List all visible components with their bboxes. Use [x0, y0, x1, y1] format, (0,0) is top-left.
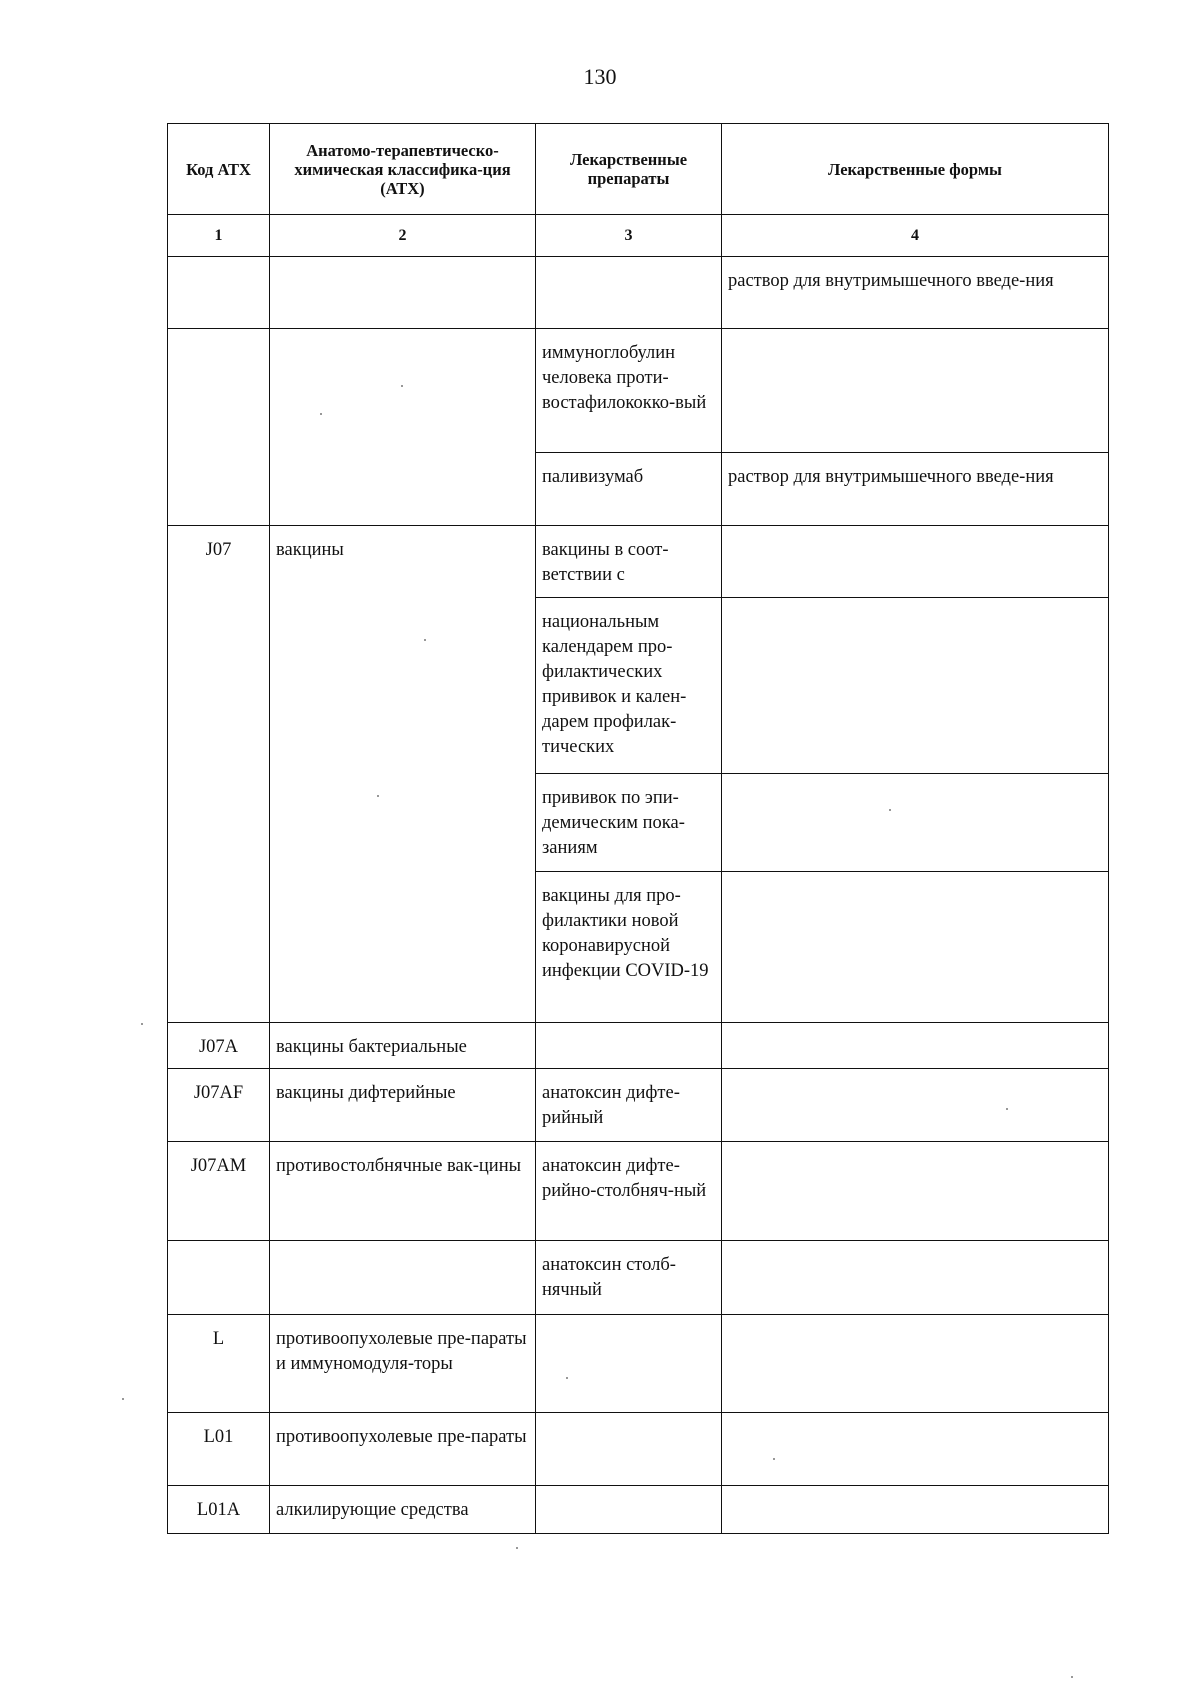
- code-cell: [168, 1241, 270, 1315]
- classification-cell: алкилирующие средства: [270, 1486, 536, 1534]
- table-row: [168, 329, 1109, 453]
- column-number: 1: [168, 215, 270, 257]
- table-row: [168, 1142, 1109, 1241]
- table-header-row: [168, 124, 1109, 215]
- drug-cell: анатоксин дифте-рийно-столбняч-ный: [536, 1142, 722, 1241]
- column-number: 2: [270, 215, 536, 257]
- drug-cell: [536, 1315, 722, 1413]
- table-row: [168, 1069, 1109, 1142]
- drug-cell: [536, 1413, 722, 1486]
- form-cell: [722, 774, 1109, 872]
- header-drugs: Лекарственные препараты: [536, 124, 722, 215]
- drug-cell: [536, 1486, 722, 1534]
- page-number: 130: [583, 64, 617, 89]
- table-row: [168, 1413, 1109, 1486]
- drug-cell: иммуноглобулин человека проти-востафилококко-вый: [536, 329, 722, 453]
- column-number: 4: [722, 215, 1109, 257]
- scan-speck: [889, 809, 891, 811]
- table-row: [168, 1023, 1109, 1069]
- drug-cell: анатоксин дифте-рийный: [536, 1069, 722, 1142]
- form-cell: [722, 598, 1109, 774]
- form-cell: [722, 329, 1109, 453]
- scan-speck: [377, 795, 379, 797]
- code-cell: [168, 329, 270, 526]
- scan-speck: [401, 385, 403, 387]
- form-cell: раствор для внутримышечного введе-ния: [722, 453, 1109, 526]
- form-cell: [722, 872, 1109, 1023]
- form-cell: [722, 1241, 1109, 1315]
- classification-cell: противоопухолевые пре-параты: [270, 1413, 536, 1486]
- classification-cell: противоопухолевые пре-параты и иммуномодуля-торы: [270, 1315, 536, 1413]
- drug-cell: [536, 257, 722, 329]
- drug-cell: [536, 1023, 722, 1069]
- table-row: [168, 1486, 1109, 1534]
- form-cell: [722, 1142, 1109, 1241]
- form-cell: [722, 526, 1109, 598]
- scan-speck: [424, 639, 426, 641]
- code-cell: J07A: [168, 1023, 270, 1069]
- classification-cell: [270, 257, 536, 329]
- scan-speck: [1071, 1676, 1073, 1678]
- classification-cell: [270, 1241, 536, 1315]
- classification-cell: вакцины: [270, 526, 536, 1023]
- code-cell: J07AM: [168, 1142, 270, 1241]
- code-cell: L: [168, 1315, 270, 1413]
- scan-speck: [773, 1458, 775, 1460]
- form-cell: [722, 1023, 1109, 1069]
- classification-cell: вакцины бактериальные: [270, 1023, 536, 1069]
- header-forms: Лекарственные формы: [722, 124, 1109, 215]
- code-cell: J07: [168, 526, 270, 1023]
- header-code: Код АТХ: [168, 124, 270, 215]
- code-cell: J07AF: [168, 1069, 270, 1142]
- form-cell: [722, 1486, 1109, 1534]
- column-number: 3: [536, 215, 722, 257]
- table-row: [168, 526, 1109, 598]
- code-cell: [168, 257, 270, 329]
- scan-speck: [122, 1398, 124, 1400]
- scan-speck: [141, 1023, 143, 1025]
- classification-cell: противостолбнячные вак-цины: [270, 1142, 536, 1241]
- scan-speck: [320, 413, 322, 415]
- scan-speck: [1006, 1108, 1008, 1110]
- form-cell: раствор для внутримышечного введе-ния: [722, 257, 1109, 329]
- atx-drug-table: [167, 123, 1109, 1534]
- drug-cell: вакцины для про-филактики новой коронавирусной инфекции COVID-19: [536, 872, 722, 1023]
- table-row: [168, 1315, 1109, 1413]
- form-cell: [722, 1413, 1109, 1486]
- drug-cell: паливизумаб: [536, 453, 722, 526]
- table-row: [168, 257, 1109, 329]
- column-number-row: [168, 215, 1109, 257]
- form-cell: [722, 1069, 1109, 1142]
- scan-speck: [516, 1547, 518, 1549]
- drug-cell: национальным календарем про-филактических прививок и кален-дарем профилак-тических: [536, 598, 722, 774]
- drug-cell: прививок по эпи-демическим пока-заниям: [536, 774, 722, 872]
- form-cell: [722, 1315, 1109, 1413]
- code-cell: L01: [168, 1413, 270, 1486]
- drug-cell: анатоксин столб-нячный: [536, 1241, 722, 1315]
- code-cell: L01A: [168, 1486, 270, 1534]
- classification-cell: [270, 329, 536, 526]
- header-classification: Анатомо-терапевтическо-химическая классифика-ция (АТХ): [270, 124, 536, 215]
- classification-cell: вакцины дифтерийные: [270, 1069, 536, 1142]
- drug-cell: вакцины в соот-ветствии с: [536, 526, 722, 598]
- table-row: [168, 1241, 1109, 1315]
- scan-speck: [566, 1377, 568, 1379]
